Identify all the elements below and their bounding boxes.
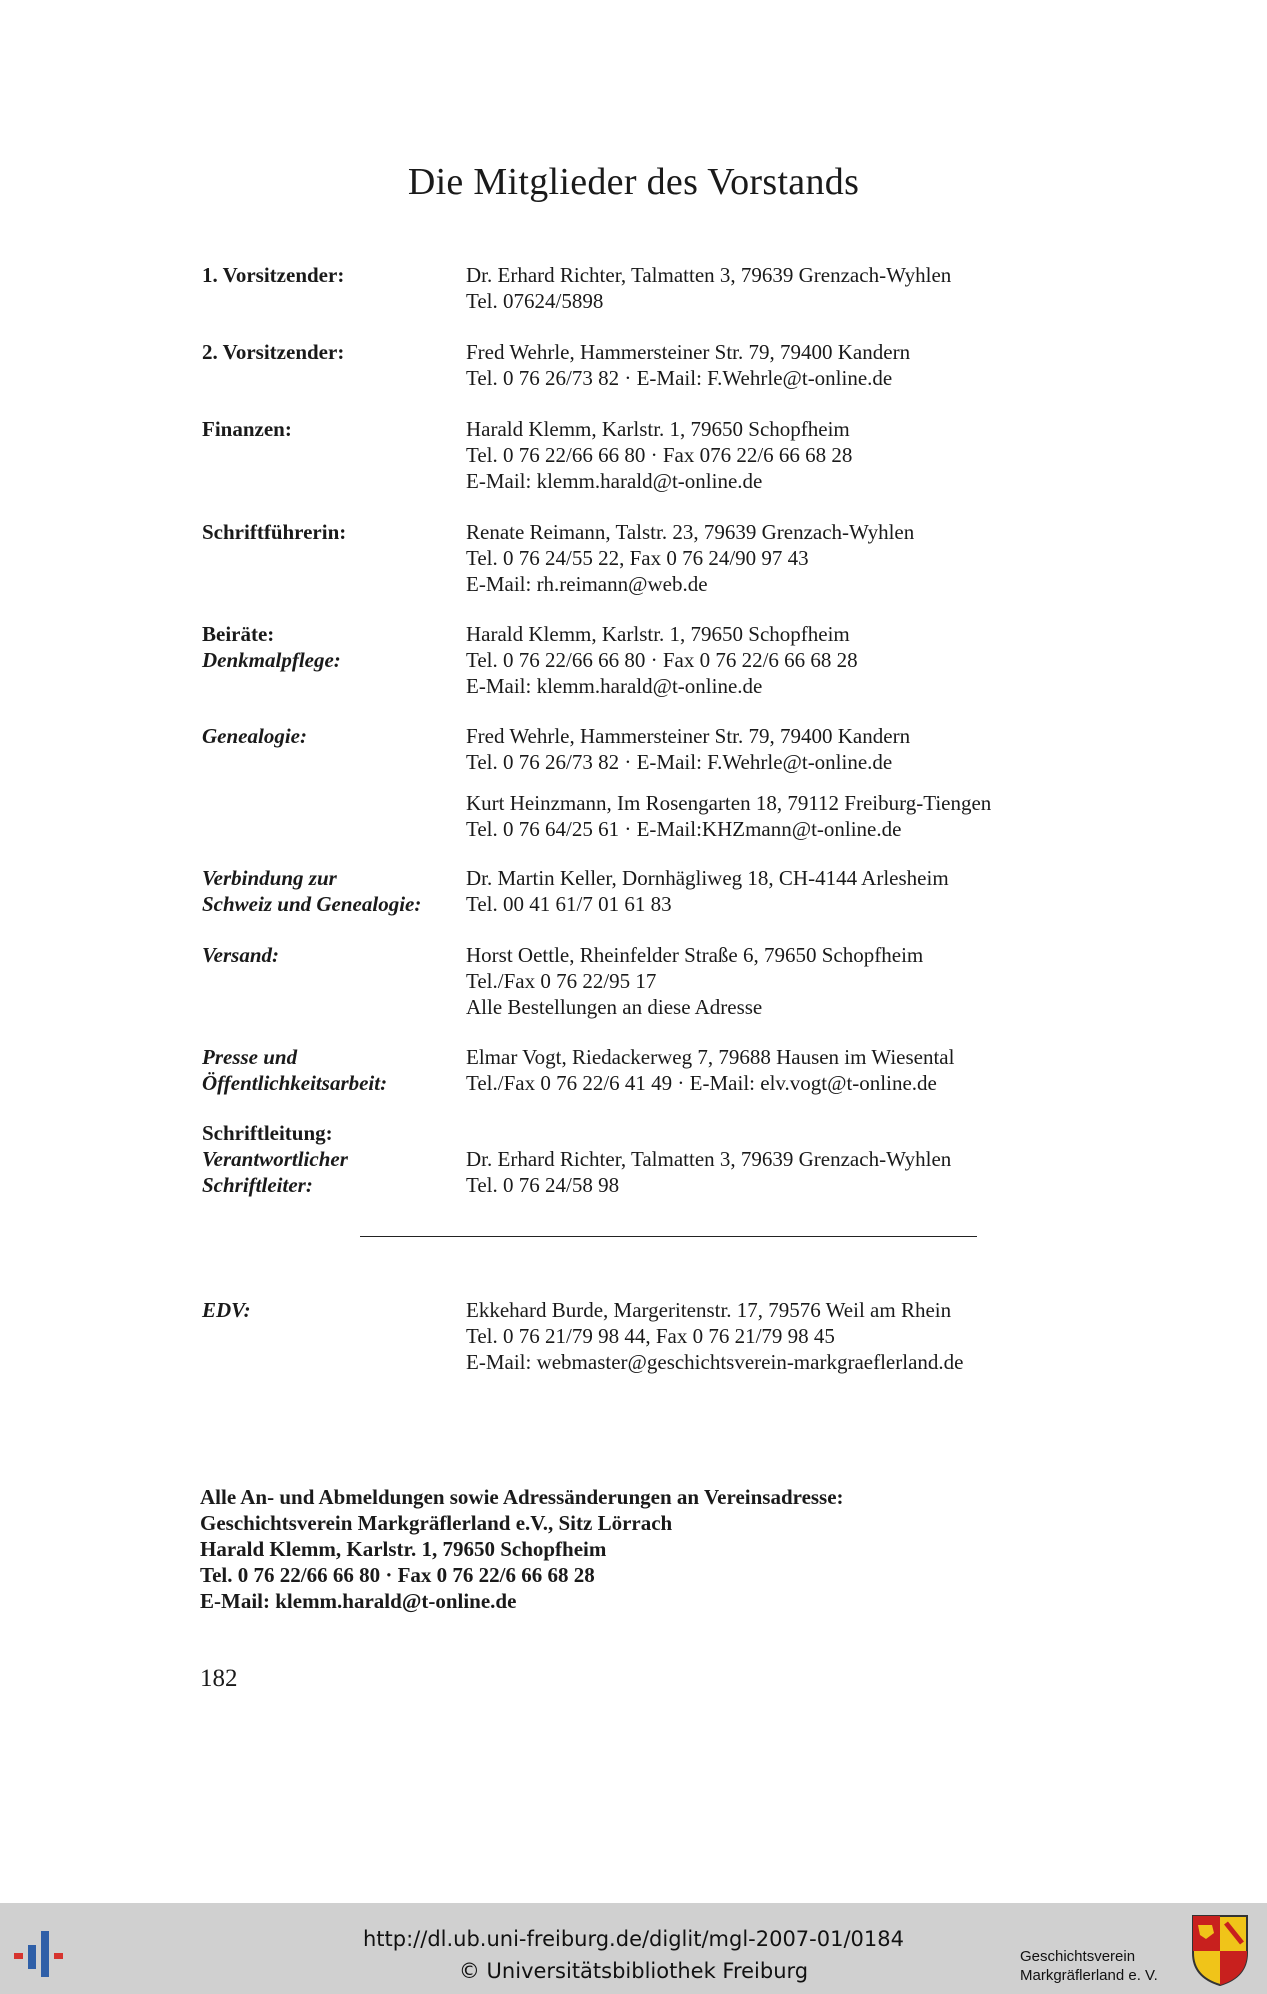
contact-line: Renate Reimann, Talstr. 23, 79639 Grenzach-Wyhlen [466, 520, 915, 544]
contact-line: Tel./Fax 0 76 22/95 17 [466, 969, 657, 993]
contact-line: E-Mail: rh.reimann@web.de [466, 572, 708, 596]
contact-line: Harald Klemm, Karlstr. 1, 79650 Schopfheim [466, 622, 850, 646]
contact-line: Tel. 0 76 26/73 82 · E-Mail: F.Wehrle@t-online.de [466, 366, 893, 390]
role-label-line: 1. Vorsitzender: [202, 263, 345, 287]
role-label-line: Schriftleiter: [202, 1173, 313, 1197]
membership-notice [200, 1484, 1100, 1614]
contact-line: Kurt Heinzmann, Im Rosengarten 18, 79112 Freiburg-Tiengen [466, 791, 992, 815]
contact-line: Tel. 0 76 24/58 98 [466, 1173, 620, 1197]
contact-details [466, 723, 1186, 842]
document-url-link[interactable]: http://dl.ub.uni-freiburg.de/diglit/mgl-2007-01/0184 [362, 1927, 904, 1951]
contact-details [466, 621, 1186, 699]
role-label-line: Schriftleitung: [202, 1121, 333, 1145]
notice-line: Harald Klemm, Karlstr. 1, 79650 Schopfheim [200, 1537, 607, 1561]
notice-line: Geschichtsverein Markgräflerland e.V., Sitz Lörrach [200, 1511, 673, 1535]
contact-details [466, 262, 1186, 314]
contact-line: Fred Wehrle, Hammersteiner Str. 79, 79400 Kandern [466, 724, 911, 748]
notice-line: E-Mail: klemm.harald@t-online.de [200, 1589, 517, 1613]
page-number: 182 [200, 1665, 238, 1692]
contact-details [466, 416, 1186, 494]
contact-line: E-Mail: webmaster@geschichtsverein-markgraeflerland.de [466, 1350, 964, 1374]
role-label-line: Denkmalpflege: [202, 648, 341, 672]
contact-line: Tel. 00 41 61/7 01 61 83 [466, 892, 672, 916]
contact-line: Dr. Erhard Richter, Talmatten 3, 79639 Grenzach-Wyhlen [466, 263, 952, 287]
society-name-line: Geschichtsverein [1020, 1948, 1136, 1965]
role-label [202, 416, 457, 442]
role-label-line: Versand: [202, 943, 280, 967]
contact-details [466, 865, 1186, 917]
role-label-line: Finanzen: [202, 417, 292, 441]
page-title: Die Mitglieder des Vorstands [407, 161, 860, 203]
role-label-line: Verbindung zur [202, 866, 337, 890]
role-label-line: 2. Vorsitzender: [202, 340, 345, 364]
contact-details [466, 519, 1186, 597]
copyright-text: © Universitätsbibliothek Freiburg [458, 1959, 809, 1983]
role-label-line: Schweiz und Genealogie: [202, 892, 422, 916]
society-crest-icon [1190, 1913, 1250, 1987]
contact-details [466, 1120, 1186, 1198]
separator-rule [360, 1236, 977, 1237]
role-label-line: Presse und [202, 1045, 298, 1069]
role-label-line: Beiräte: [202, 622, 275, 646]
role-label [202, 942, 457, 968]
contact-line: Dr. Erhard Richter, Talmatten 3, 79639 Grenzach-Wyhlen [466, 1147, 952, 1171]
contact-line: Tel. 0 76 26/73 82 · E-Mail: F.Wehrle@t-online.de [466, 750, 893, 774]
role-label-line: EDV: [202, 1298, 251, 1322]
contact-line: E-Mail: klemm.harald@t-online.de [466, 469, 763, 493]
contact-line: Tel. 0 76 21/79 98 44, Fax 0 76 21/79 98 45 [466, 1324, 835, 1348]
contact-details [466, 1297, 1186, 1375]
viewer-footer-bar [0, 1903, 1267, 1994]
role-label-line: Genealogie: [202, 724, 307, 748]
contact-line: Tel. 0 76 24/55 22, Fax 0 76 24/90 97 43 [466, 546, 809, 570]
society-name-line: Markgräflerland e. V. [1020, 1967, 1158, 1984]
contact-line: Alle Bestellungen an diese Adresse [466, 995, 763, 1019]
contact-details [466, 1044, 1186, 1096]
contact-line: Dr. Martin Keller, Dornhägliweg 18, CH-4144 Arlesheim [466, 866, 949, 890]
role-label-line: Öffentlichkeitsarbeit: [202, 1071, 388, 1095]
role-label [202, 519, 457, 545]
contact-line: Harald Klemm, Karlstr. 1, 79650 Schopfheim [466, 417, 850, 441]
contact-line: E-Mail: klemm.harald@t-online.de [466, 674, 763, 698]
contact-details [466, 339, 1186, 391]
role-label [202, 1044, 457, 1096]
contact-line: Tel. 07624/5898 [466, 289, 604, 313]
role-label [202, 1297, 457, 1323]
contact-line: Ekkehard Burde, Margeritenstr. 17, 79576 Weil am Rhein [466, 1298, 952, 1322]
contact-line: Elmar Vogt, Riedackerweg 7, 79688 Hausen im Wiesental [466, 1045, 955, 1069]
role-label [202, 621, 457, 673]
contact-line: Tel. 0 76 22/66 66 80 · Fax 0 76 22/6 66 68 28 [466, 648, 858, 672]
role-label [202, 865, 457, 917]
contact-details [466, 942, 1186, 1020]
contact-line: Tel./Fax 0 76 22/6 41 49 · E-Mail: elv.vogt@t-online.de [466, 1071, 937, 1095]
role-label [202, 723, 457, 749]
contact-line [466, 1120, 1186, 1146]
role-label-line: Schriftführerin: [202, 520, 347, 544]
role-label-line: Verantwortlicher [202, 1147, 348, 1171]
role-label [202, 1120, 457, 1198]
notice-line: Alle An- und Abmeldungen sowie Adressänderungen an Vereinsadresse: [200, 1485, 844, 1509]
contact-line: Fred Wehrle, Hammersteiner Str. 79, 79400 Kandern [466, 340, 911, 364]
contact-line: Horst Oettle, Rheinfelder Straße 6, 79650 Schopfheim [466, 943, 924, 967]
society-name [1020, 1947, 1190, 1985]
role-label [202, 339, 457, 365]
contact-line: Tel. 0 76 22/66 66 80 · Fax 076 22/6 66 68 28 [466, 443, 853, 467]
role-label [202, 262, 457, 288]
contact-line: Tel. 0 76 64/25 61 · E-Mail:KHZmann@t-online.de [466, 817, 902, 841]
notice-line: Tel. 0 76 22/66 66 80 · Fax 0 76 22/6 66 68 28 [200, 1563, 595, 1587]
